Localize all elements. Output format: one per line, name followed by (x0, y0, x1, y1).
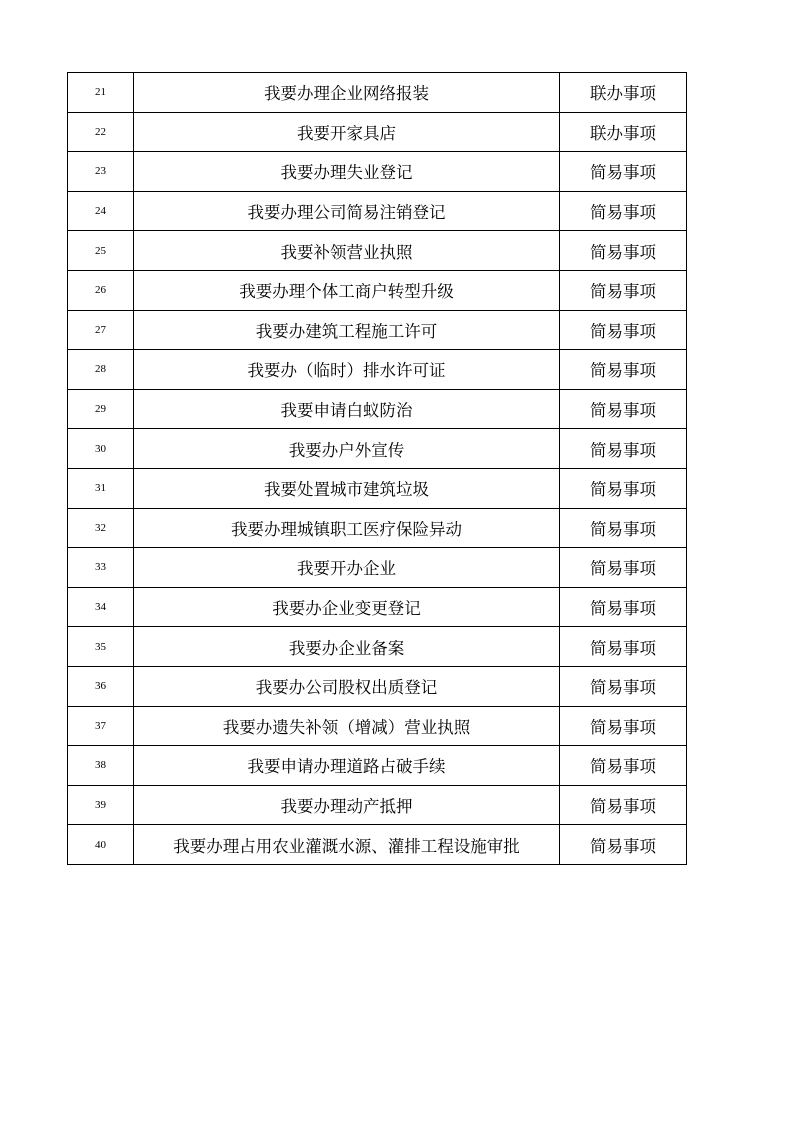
table-row (68, 666, 687, 706)
item-name-cell: 我要处置城市建筑垃圾 (134, 468, 560, 508)
table-row (68, 73, 687, 113)
table-row (68, 785, 687, 825)
item-name-cell: 我要开办企业 (134, 548, 560, 588)
table-row (68, 270, 687, 310)
item-type-cell: 简易事项 (560, 152, 687, 192)
row-number-cell: 27 (68, 310, 134, 350)
item-type-cell: 简易事项 (560, 746, 687, 786)
table-row (68, 191, 687, 231)
row-number-cell: 33 (68, 548, 134, 588)
table-row (68, 468, 687, 508)
item-type-cell: 简易事项 (560, 429, 687, 469)
row-number-cell: 25 (68, 231, 134, 271)
row-number-cell: 38 (68, 746, 134, 786)
item-name-cell: 我要补领营业执照 (134, 231, 560, 271)
row-number-cell: 22 (68, 112, 134, 152)
row-number-cell: 24 (68, 191, 134, 231)
table-row (68, 627, 687, 667)
item-name-cell: 我要办户外宣传 (134, 429, 560, 469)
row-number-cell: 40 (68, 825, 134, 865)
row-number-cell: 35 (68, 627, 134, 667)
item-name-cell: 我要办公司股权出质登记 (134, 666, 560, 706)
row-number-cell: 39 (68, 785, 134, 825)
item-name-cell: 我要申请办理道路占破手续 (134, 746, 560, 786)
row-number-cell: 26 (68, 270, 134, 310)
item-type-cell: 简易事项 (560, 350, 687, 390)
item-name-cell: 我要办理失业登记 (134, 152, 560, 192)
table-row (68, 825, 687, 865)
item-type-cell: 简易事项 (560, 191, 687, 231)
service-items-table (67, 72, 687, 865)
item-type-cell: 简易事项 (560, 666, 687, 706)
table-row (68, 706, 687, 746)
item-type-cell: 简易事项 (560, 825, 687, 865)
item-name-cell: 我要办理公司简易注销登记 (134, 191, 560, 231)
item-type-cell: 联办事项 (560, 73, 687, 113)
service-items-table-container (67, 72, 687, 865)
item-name-cell: 我要办理个体工商户转型升级 (134, 270, 560, 310)
row-number-cell: 34 (68, 587, 134, 627)
table-row (68, 389, 687, 429)
item-type-cell: 简易事项 (560, 548, 687, 588)
item-type-cell: 简易事项 (560, 785, 687, 825)
item-name-cell: 我要办理城镇职工医疗保险异动 (134, 508, 560, 548)
item-type-cell: 简易事项 (560, 310, 687, 350)
item-name-cell: 我要办理企业网络报装 (134, 73, 560, 113)
item-name-cell: 我要办遗失补领（增减）营业执照 (134, 706, 560, 746)
table-row (68, 112, 687, 152)
item-type-cell: 简易事项 (560, 468, 687, 508)
item-name-cell: 我要申请白蚁防治 (134, 389, 560, 429)
table-body (68, 73, 687, 865)
item-name-cell: 我要办建筑工程施工许可 (134, 310, 560, 350)
row-number-cell: 31 (68, 468, 134, 508)
table-row (68, 508, 687, 548)
item-type-cell: 简易事项 (560, 706, 687, 746)
row-number-cell: 30 (68, 429, 134, 469)
table-row (68, 310, 687, 350)
item-type-cell: 联办事项 (560, 112, 687, 152)
table-row (68, 152, 687, 192)
row-number-cell: 37 (68, 706, 134, 746)
table-row (68, 746, 687, 786)
row-number-cell: 32 (68, 508, 134, 548)
item-name-cell: 我要办企业变更登记 (134, 587, 560, 627)
table-row (68, 548, 687, 588)
item-type-cell: 简易事项 (560, 508, 687, 548)
item-name-cell: 我要办理动产抵押 (134, 785, 560, 825)
item-type-cell: 简易事项 (560, 231, 687, 271)
item-name-cell: 我要办企业备案 (134, 627, 560, 667)
item-name-cell: 我要办（临时）排水许可证 (134, 350, 560, 390)
table-row (68, 231, 687, 271)
table-row (68, 429, 687, 469)
row-number-cell: 21 (68, 73, 134, 113)
item-type-cell: 简易事项 (560, 389, 687, 429)
row-number-cell: 23 (68, 152, 134, 192)
item-type-cell: 简易事项 (560, 587, 687, 627)
table-row (68, 350, 687, 390)
row-number-cell: 29 (68, 389, 134, 429)
item-type-cell: 简易事项 (560, 270, 687, 310)
row-number-cell: 36 (68, 666, 134, 706)
item-type-cell: 简易事项 (560, 627, 687, 667)
item-name-cell: 我要开家具店 (134, 112, 560, 152)
item-name-cell: 我要办理占用农业灌溉水源、灌排工程设施审批 (134, 825, 560, 865)
row-number-cell: 28 (68, 350, 134, 390)
table-row (68, 587, 687, 627)
